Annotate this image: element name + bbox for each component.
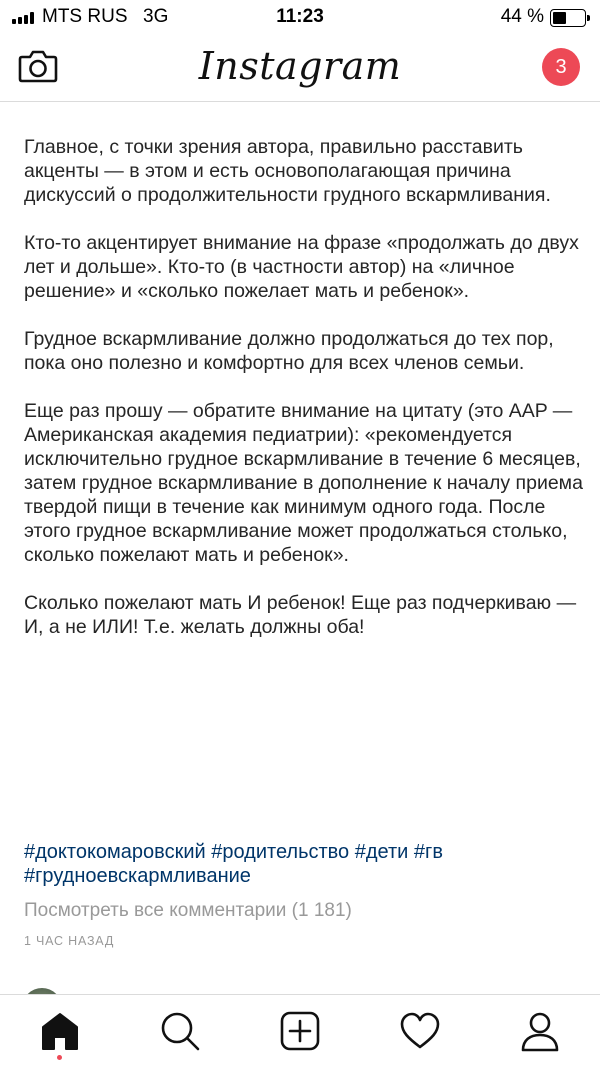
caption-paragraph: Еще раз прошу — обратите внимание на цитату (это AAP — Американская академия педиатрии): «рекомендуется исключительно грудное вскармливание в течение 6 месяцев, затем грудное вскармливание в дополнение к началу приема твердой пищи в течение как минимум одного года. После этого грудное вскармливание может продолжаться столько, сколько пожелают мать и ребенок». bbox=[24, 400, 583, 566]
caption-paragraph: Сколько пожелают мать И ребенок! Еще раз подчеркиваю — И, а не ИЛИ! Т.е. желать должны оба! bbox=[24, 592, 577, 638]
status-time: 11:23 bbox=[276, 6, 324, 27]
new-post-icon[interactable] bbox=[278, 1009, 322, 1053]
battery-icon bbox=[550, 9, 586, 27]
hashtag-link[interactable]: #грудноевскармливание bbox=[24, 865, 251, 887]
search-icon[interactable] bbox=[158, 1009, 202, 1053]
caption-paragraph: Кто-то акцентирует внимание на фразе «продолжать до двух лет и дольше». Кто-то (в частности автор) на «личное решение» и «сколько пожелает мать и ребенок». bbox=[24, 232, 579, 302]
app-logo: Instagram bbox=[198, 44, 402, 88]
hashtag-link[interactable]: #родительство bbox=[211, 841, 350, 863]
caption-paragraph: Главное, с точки зрения автора, правильно расставить акценты — в этом и есть основополагающая причина дискуссий о продолжительности грудного вскармливания. bbox=[24, 136, 551, 206]
network-type: 3G bbox=[143, 6, 169, 27]
post-timestamp: 1 ЧАС НАЗАД bbox=[24, 934, 115, 948]
activity-heart-icon[interactable] bbox=[398, 1009, 442, 1053]
caption-paragraph: Грудное вскармливание должно продолжаться до тех пор, пока оно полезно и комфортно для всех членов семьи. bbox=[24, 328, 554, 374]
hashtag-link[interactable]: #дети bbox=[354, 841, 409, 863]
battery-percent: 44 % bbox=[500, 6, 544, 27]
home-icon[interactable] bbox=[38, 1009, 82, 1053]
status-bar bbox=[0, 0, 600, 34]
notification-badge[interactable]: 3 bbox=[542, 48, 580, 86]
view-comments-link[interactable]: Посмотреть все комментарии (1 181) bbox=[24, 900, 352, 921]
app-header bbox=[0, 34, 600, 102]
carrier-name: MTS RUS bbox=[42, 6, 128, 27]
hashtags bbox=[24, 840, 584, 888]
hashtag-link[interactable]: #доктокомаровский bbox=[24, 841, 206, 863]
post-caption bbox=[24, 135, 584, 663]
hashtag-link[interactable]: #гв bbox=[413, 841, 443, 863]
bottom-nav bbox=[0, 994, 600, 1066]
home-active-dot bbox=[57, 1055, 62, 1060]
profile-icon[interactable] bbox=[518, 1009, 562, 1053]
